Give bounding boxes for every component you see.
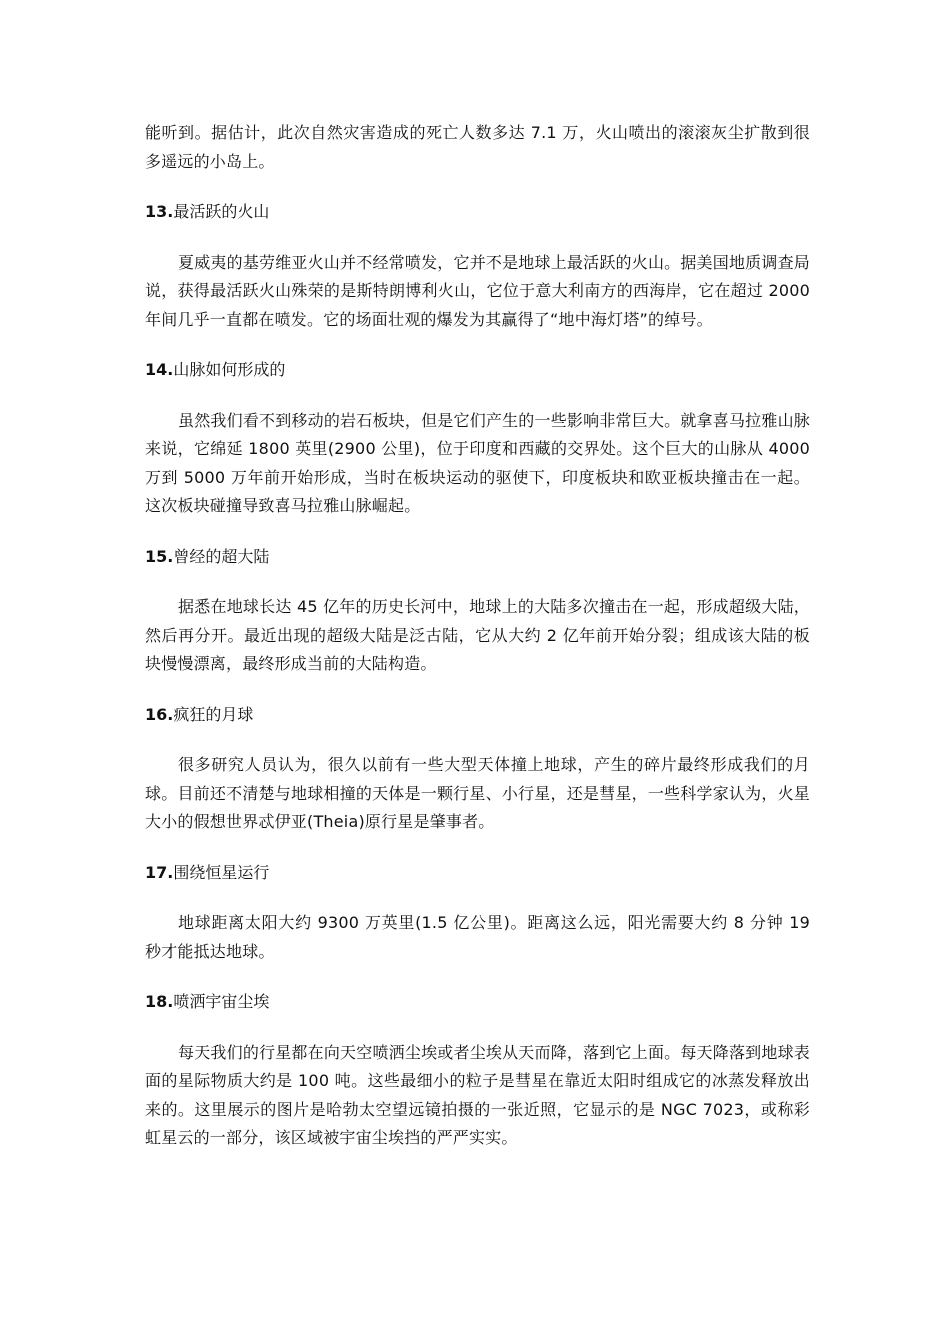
section-body: 据悉在地球长达 45 亿年的历史长河中，地球上的大陆多次撞击在一起，形成超级大陆，然后再分开。最近出现的超级大陆是泛古陆，它从大约 2 亿年前开始分裂；组成该大陆的板块慢慢漂离，最终形成当前的大陆构造。 bbox=[145, 597, 810, 673]
section-number: 15. bbox=[145, 546, 174, 566]
section-title: 喷洒宇宙尘埃 bbox=[173, 992, 270, 1011]
section-title: 疯狂的月球 bbox=[173, 704, 254, 724]
section-heading bbox=[145, 988, 810, 1017]
section-heading bbox=[145, 198, 810, 227]
section-number: 17. bbox=[145, 862, 174, 882]
section-15 bbox=[145, 543, 810, 679]
section-title: 最活跃的火山 bbox=[173, 202, 270, 221]
document-page bbox=[145, 119, 810, 1153]
section-heading bbox=[145, 543, 810, 572]
section-number: 14. bbox=[145, 360, 174, 379]
section-title: 山脉如何形成的 bbox=[173, 360, 286, 379]
section-body: 虽然我们看不到移动的岩石板块，但是它们产生的一些影响非常巨大。就拿喜马拉雅山脉来说，它绵延 1800 英里(2900 公里)，位于印度和西藏的交界处。这个巨大的山脉从 4000 万到 5000 万年前开始形成，当时在板块运动的驱使下，印度板块和欧亚板块撞击在一起。这次板块碰撞导致喜马拉雅山脉崛起。 bbox=[145, 410, 810, 515]
section-title: 围绕恒星运行 bbox=[173, 862, 270, 882]
section-13 bbox=[145, 198, 810, 334]
section-17 bbox=[145, 859, 810, 967]
section-body: 夏威夷的基劳维亚火山并不经常喷发，它并不是地球上最活跃的火山。据美国地质调查局说，获得最活跃火山殊荣的是斯特朗博利火山，它位于意大利南方的西海岸，它在超过 2000 年间几乎一直都在喷发。它的场面壮观的爆发为其赢得了“地中海灯塔”的绰号。 bbox=[145, 252, 810, 329]
section-body: 每天我们的行星都在向天空喷洒尘埃或者尘埃从天而降，落到它上面。每天降落到地球表面的星际物质大约是 100 吨。这些最细小的粒子是彗星在靠近太阳时组成它的冰蒸发释放出来的。这里展示的图片是哈勃太空望远镜拍摄的一张近照，它显示的是 NGC 7023，或称彩虹星云的一部分，该区域被宇宙尘埃挡的严严实实。 bbox=[145, 1042, 810, 1147]
section-heading bbox=[145, 859, 810, 888]
section-body: 很多研究人员认为，很久以前有一些大型天体撞上地球，产生的碎片最终形成我们的月球。目前还不清楚与地球相撞的天体是一颗行星、小行星，还是彗星，一些科学家认为，火星大小的假想世界忒伊亚(Theia)原行星是肇事者。 bbox=[145, 755, 810, 831]
section-number: 18. bbox=[145, 992, 174, 1011]
section-heading bbox=[145, 701, 810, 730]
section-title: 曾经的超大陆 bbox=[173, 546, 270, 566]
section-number: 13. bbox=[145, 202, 174, 221]
section-18 bbox=[145, 988, 810, 1153]
section-16 bbox=[145, 701, 810, 837]
section-14 bbox=[145, 356, 810, 521]
section-heading bbox=[145, 356, 810, 385]
section-number: 16. bbox=[145, 704, 174, 724]
intro-paragraph: 能听到。据估计，此次自然灾害造成的死亡人数多达 7.1 万，火山喷出的滚滚灰尘扩散到很多遥远的小岛上。 bbox=[145, 123, 810, 171]
section-body: 地球距离太阳大约 9300 万英里(1.5 亿公里)。距离这么远，阳光需要大约 8 分钟 19 秒才能抵达地球。 bbox=[145, 913, 810, 961]
